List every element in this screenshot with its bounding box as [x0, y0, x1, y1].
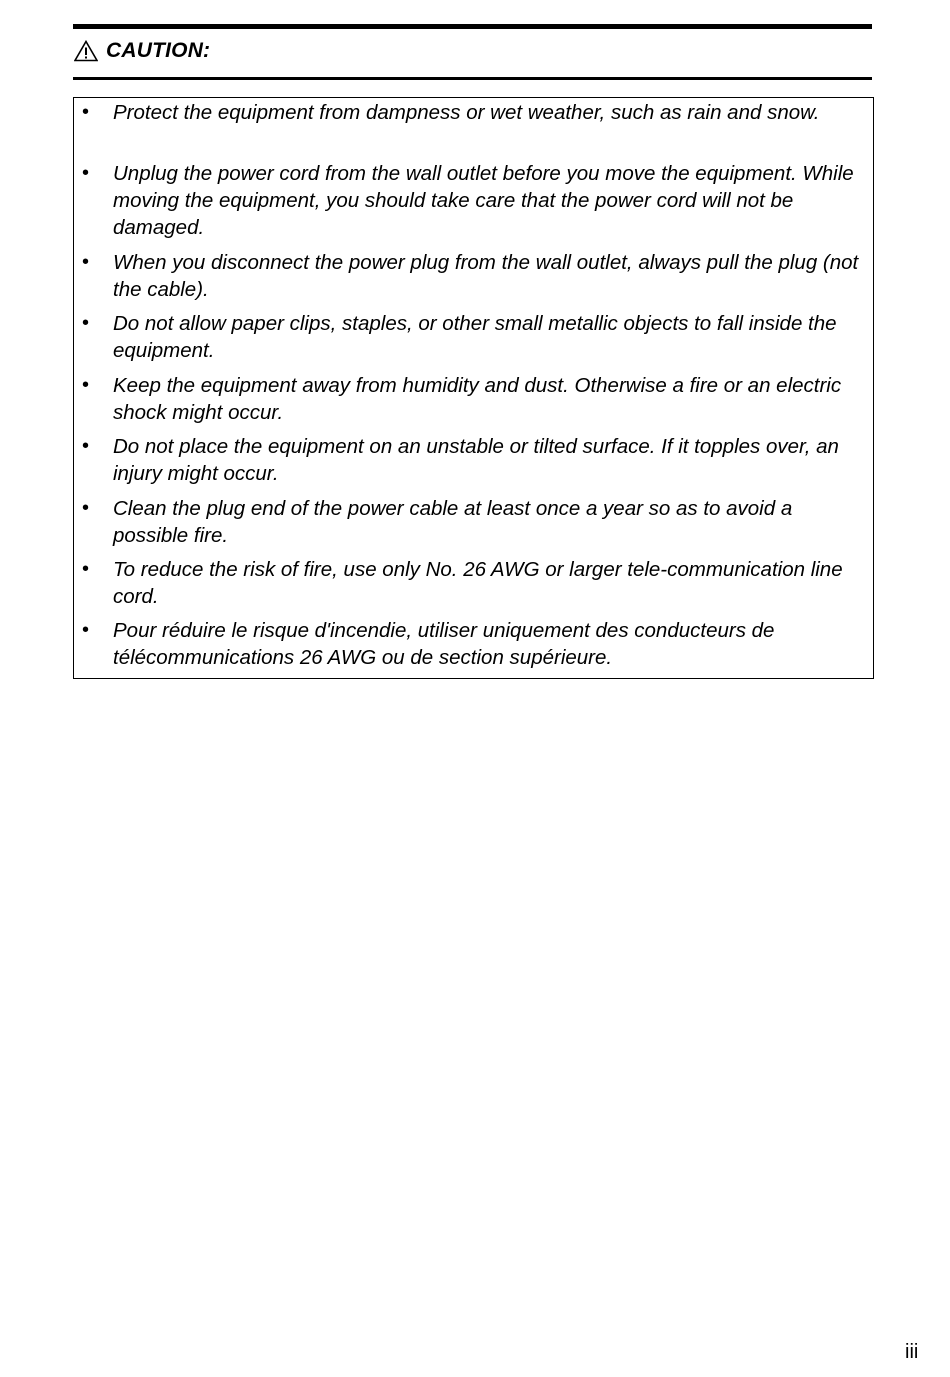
- caution-heading: [74, 36, 210, 66]
- top-rule: [73, 24, 872, 29]
- caution-item-text: When you disconnect the power plug from the wall outlet, always pull the plug (not the cable).: [113, 251, 859, 301]
- caution-item-text: Unplug the power cord from the wall outlet before you move the equipment. While moving the equipment, you should take care that the power cord will not be damaged.: [113, 162, 854, 239]
- heading-rule: [73, 77, 872, 80]
- caution-item-text: Pour réduire le risque d'incendie, utiliser uniquement des conducteurs de télécommunications 26 AWG ou de section supérieure.: [113, 619, 775, 669]
- bullet: •: [82, 558, 90, 580]
- page-number: iii: [905, 1341, 919, 1363]
- bullet: •: [82, 435, 90, 457]
- bullet: •: [82, 162, 90, 184]
- caution-item-text: Protect the equipment from dampness or wet weather, such as rain and snow.: [113, 101, 820, 124]
- caution-item-text: Keep the equipment away from humidity and dust. Otherwise a fire or an electric shock might occur.: [113, 374, 842, 424]
- bullet: •: [82, 497, 90, 519]
- bullet: •: [82, 619, 90, 641]
- caution-item-text: Clean the plug end of the power cable at least once a year so as to avoid a possible fire.: [113, 497, 793, 547]
- bullet: •: [82, 101, 90, 123]
- caution-item-text: Do not place the equipment on an unstable or tilted surface. If it topples over, an injury might occur.: [113, 435, 839, 485]
- caution-item-text: Do not allow paper clips, staples, or other small metallic objects to fall inside the equipment.: [113, 312, 837, 362]
- caution-box: [73, 97, 874, 679]
- caution-item-text: To reduce the risk of fire, use only No. 26 AWG or larger tele-communication line cord.: [113, 558, 843, 608]
- warning-triangle-icon: [74, 40, 98, 62]
- bullet: •: [82, 312, 90, 334]
- bullet: •: [82, 251, 90, 273]
- bullet: •: [82, 374, 90, 396]
- caution-title: CAUTION:: [106, 39, 211, 62]
